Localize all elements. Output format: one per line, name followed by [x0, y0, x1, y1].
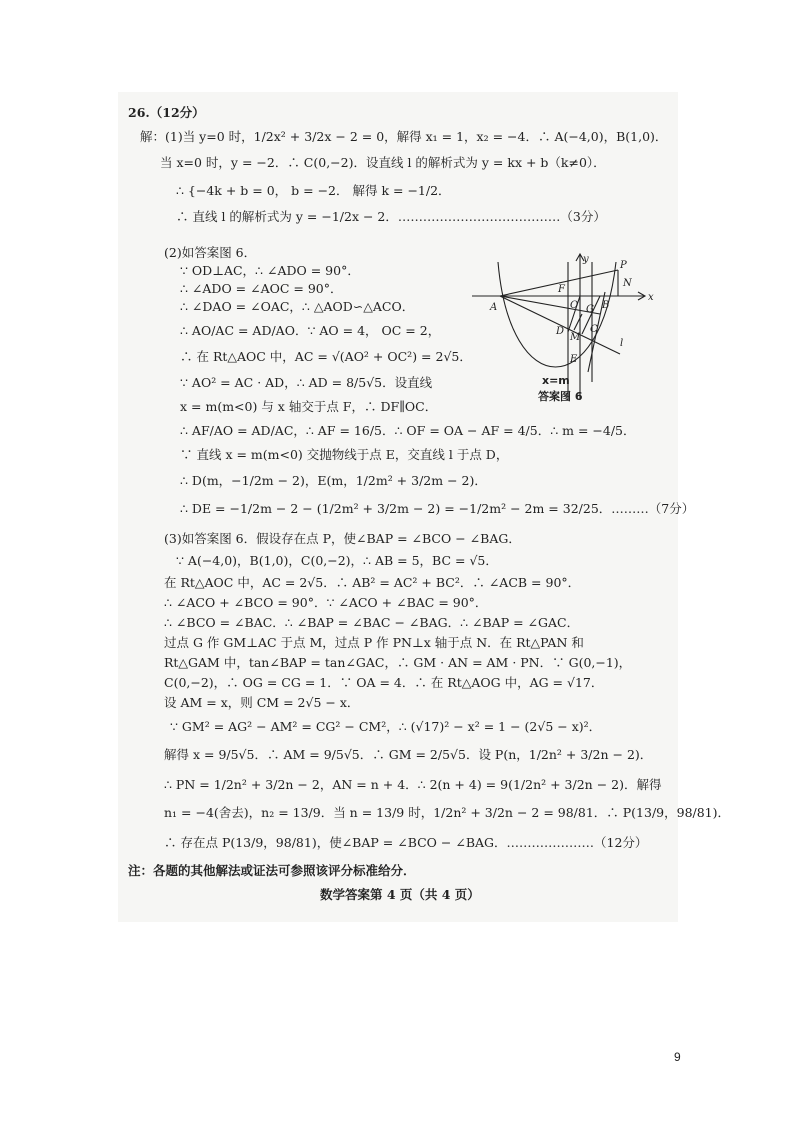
part3-line-1: (3)如答案图 6．假设存在点 P，使∠BAP = ∠BCO − ∠BAG．: [164, 531, 521, 546]
page-footer: 数学答案第 4 页（共 4 页）: [320, 887, 480, 902]
figure-caption: 答案图 6: [538, 390, 583, 403]
part2-line-5: ∴ AO/AC = AD/AO．∵ AO = 4， OC = 2，: [180, 323, 441, 338]
line-ag: [500, 296, 600, 314]
label-b: B: [602, 300, 610, 311]
part3-line-3: 在 Rt△AOC 中，AC = 2√5．∴ AB² = AC² + BC²．∴ ∠ACB = 90°．: [164, 575, 581, 590]
part2-line-3: ∴ ∠ADO = ∠AOC = 90°．: [180, 281, 343, 296]
label-n: N: [623, 278, 632, 289]
part2-line-12: ∴ DE = −1/2m − 2 − (1/2m² + 3/2m − 2) = −1/2m² − 2m = 32/25．………（7分）: [180, 501, 695, 516]
part3-line-7: Rt△GAM 中，tan∠BAP = tan∠GAC，∴ GM · AN = AM · PN．∵ G(0,−1)，: [164, 655, 632, 670]
part2-line-7: ∵ AO² = AC · AD，∴ AD = 8/5√5．设直线: [180, 375, 433, 390]
part2-line-11: ∴ D(m，−1/2m − 2)，E(m，1/2m² + 3/2m − 2)．: [180, 473, 487, 488]
figure-caption-xm: x=m: [542, 374, 570, 387]
label-o: O: [570, 300, 579, 311]
label-f: F: [558, 284, 565, 295]
part3-line-8: C(0,−2)，∴ OG = CG = 1．∵ OA = 4．∴ 在 Rt△AOG 中，AG = √17．: [164, 675, 604, 690]
label-l: l: [620, 338, 624, 349]
part3-line-5: ∴ ∠BCO = ∠BAC．∴ ∠BAP = ∠BAC − ∠BAG．∴ ∠BAP = ∠GAC．: [164, 615, 580, 630]
label-p: P: [620, 260, 627, 271]
part2-line-9: ∴ AF/AO = AD/AC，∴ AF = 16/5．∴ OF = OA − AF = 4/5．∴ m = −4/5．: [180, 423, 636, 438]
label-e: E: [570, 354, 578, 365]
part3-line-6: 过点 G 作 GM⊥AC 于点 M，过点 P 作 PN⊥x 轴于点 N．在 Rt△PAN 和: [164, 635, 584, 650]
parabola: [498, 262, 616, 367]
part3-line-10: ∵ GM² = AG² − AM² = CG² − CM²，∴ (√17)² − x² = 1 − (2√5 − x)²．: [170, 719, 602, 734]
part1-line-3: ∴ {−4k + b = 0， b = −2． 解得 k = −1/2．: [176, 183, 451, 198]
part1-line-4: ∴ 直线 l 的解析式为 y = −1/2x − 2．…………………………………（3分）: [176, 209, 606, 224]
part3-line-4: ∴ ∠ACO + ∠BCO = 90°．∵ ∠ACO + ∠BAC = 90°．: [164, 595, 488, 610]
part3-line-2: ∵ A(−4,0)，B(1,0)，C(0,−2)，∴ AB = 5，BC = √5．: [176, 553, 498, 568]
part3-line-9: 设 AM = x，则 CM = 2√5 − x．: [164, 695, 360, 710]
part2-line-6: ∴ 在 Rt△AOC 中，AC = √(AO² + OC²) = 2√5．: [180, 349, 472, 364]
part2-line-1: (2)如答案图 6．: [164, 245, 257, 260]
label-y: y: [583, 254, 589, 265]
problem-header: 26.（12分）: [128, 105, 205, 120]
page-number: 9: [674, 1050, 681, 1064]
part3-line-14: ∴ 存在点 P(13/9，98/81)，使∠BAP = ∠BCO − ∠BAG．…………………（12分）: [164, 835, 648, 850]
part1-line-1: 解：(1)当 y=0 时，1/2x² + 3/2x − 2 = 0，解得 x₁ = 1，x₂ = −4．∴ A(−4,0)，B(1,0)．: [140, 129, 668, 144]
label-g: G: [586, 304, 594, 315]
label-x: x: [648, 292, 654, 303]
part3-line-13: n₁ = −4(舍去)，n₂ = 13/9．当 n = 13/9 时，1/2n² + 3/2n − 2 = 98/81．∴ P(13/9，98/81)．: [164, 805, 731, 820]
part3-line-12: ∴ PN = 1/2n² + 3/2n − 2，AN = n + 4．∴ 2(n + 4) = 9(1/2n² + 3/2n − 2)．解得: [164, 777, 662, 792]
answer-figure-6: [470, 252, 665, 402]
label-m: M: [570, 332, 581, 343]
part2-line-10: ∵ 直线 x = m(m<0) 交抛物线于点 E，交直线 l 于点 D，: [180, 447, 509, 462]
segment-gm: [574, 314, 582, 330]
grading-note: 注：各题的其他解法或证法可参照该评分标准给分．: [128, 863, 416, 878]
part1-line-2: 当 x=0 时，y = −2．∴ C(0,−2)．设直线 l 的解析式为 y = kx + b（k≠0）．: [160, 155, 606, 170]
part2-line-8: x = m(m<0) 与 x 轴交于点 F，∴ DF∥OC．: [180, 399, 438, 414]
part3-line-11: 解得 x = 9/5√5．∴ AM = 9/5√5．∴ GM = 2/5√5．设 P(n，1/2n² + 3/2n − 2)．: [164, 747, 653, 762]
label-a: A: [490, 302, 498, 313]
part2-line-2: ∵ OD⊥AC，∴ ∠ADO = 90°．: [180, 263, 360, 278]
label-c: C: [590, 324, 598, 335]
label-d: D: [556, 326, 565, 337]
part2-line-4: ∴ ∠DAO = ∠OAC，∴ △AOD∽△ACO．: [180, 299, 415, 314]
